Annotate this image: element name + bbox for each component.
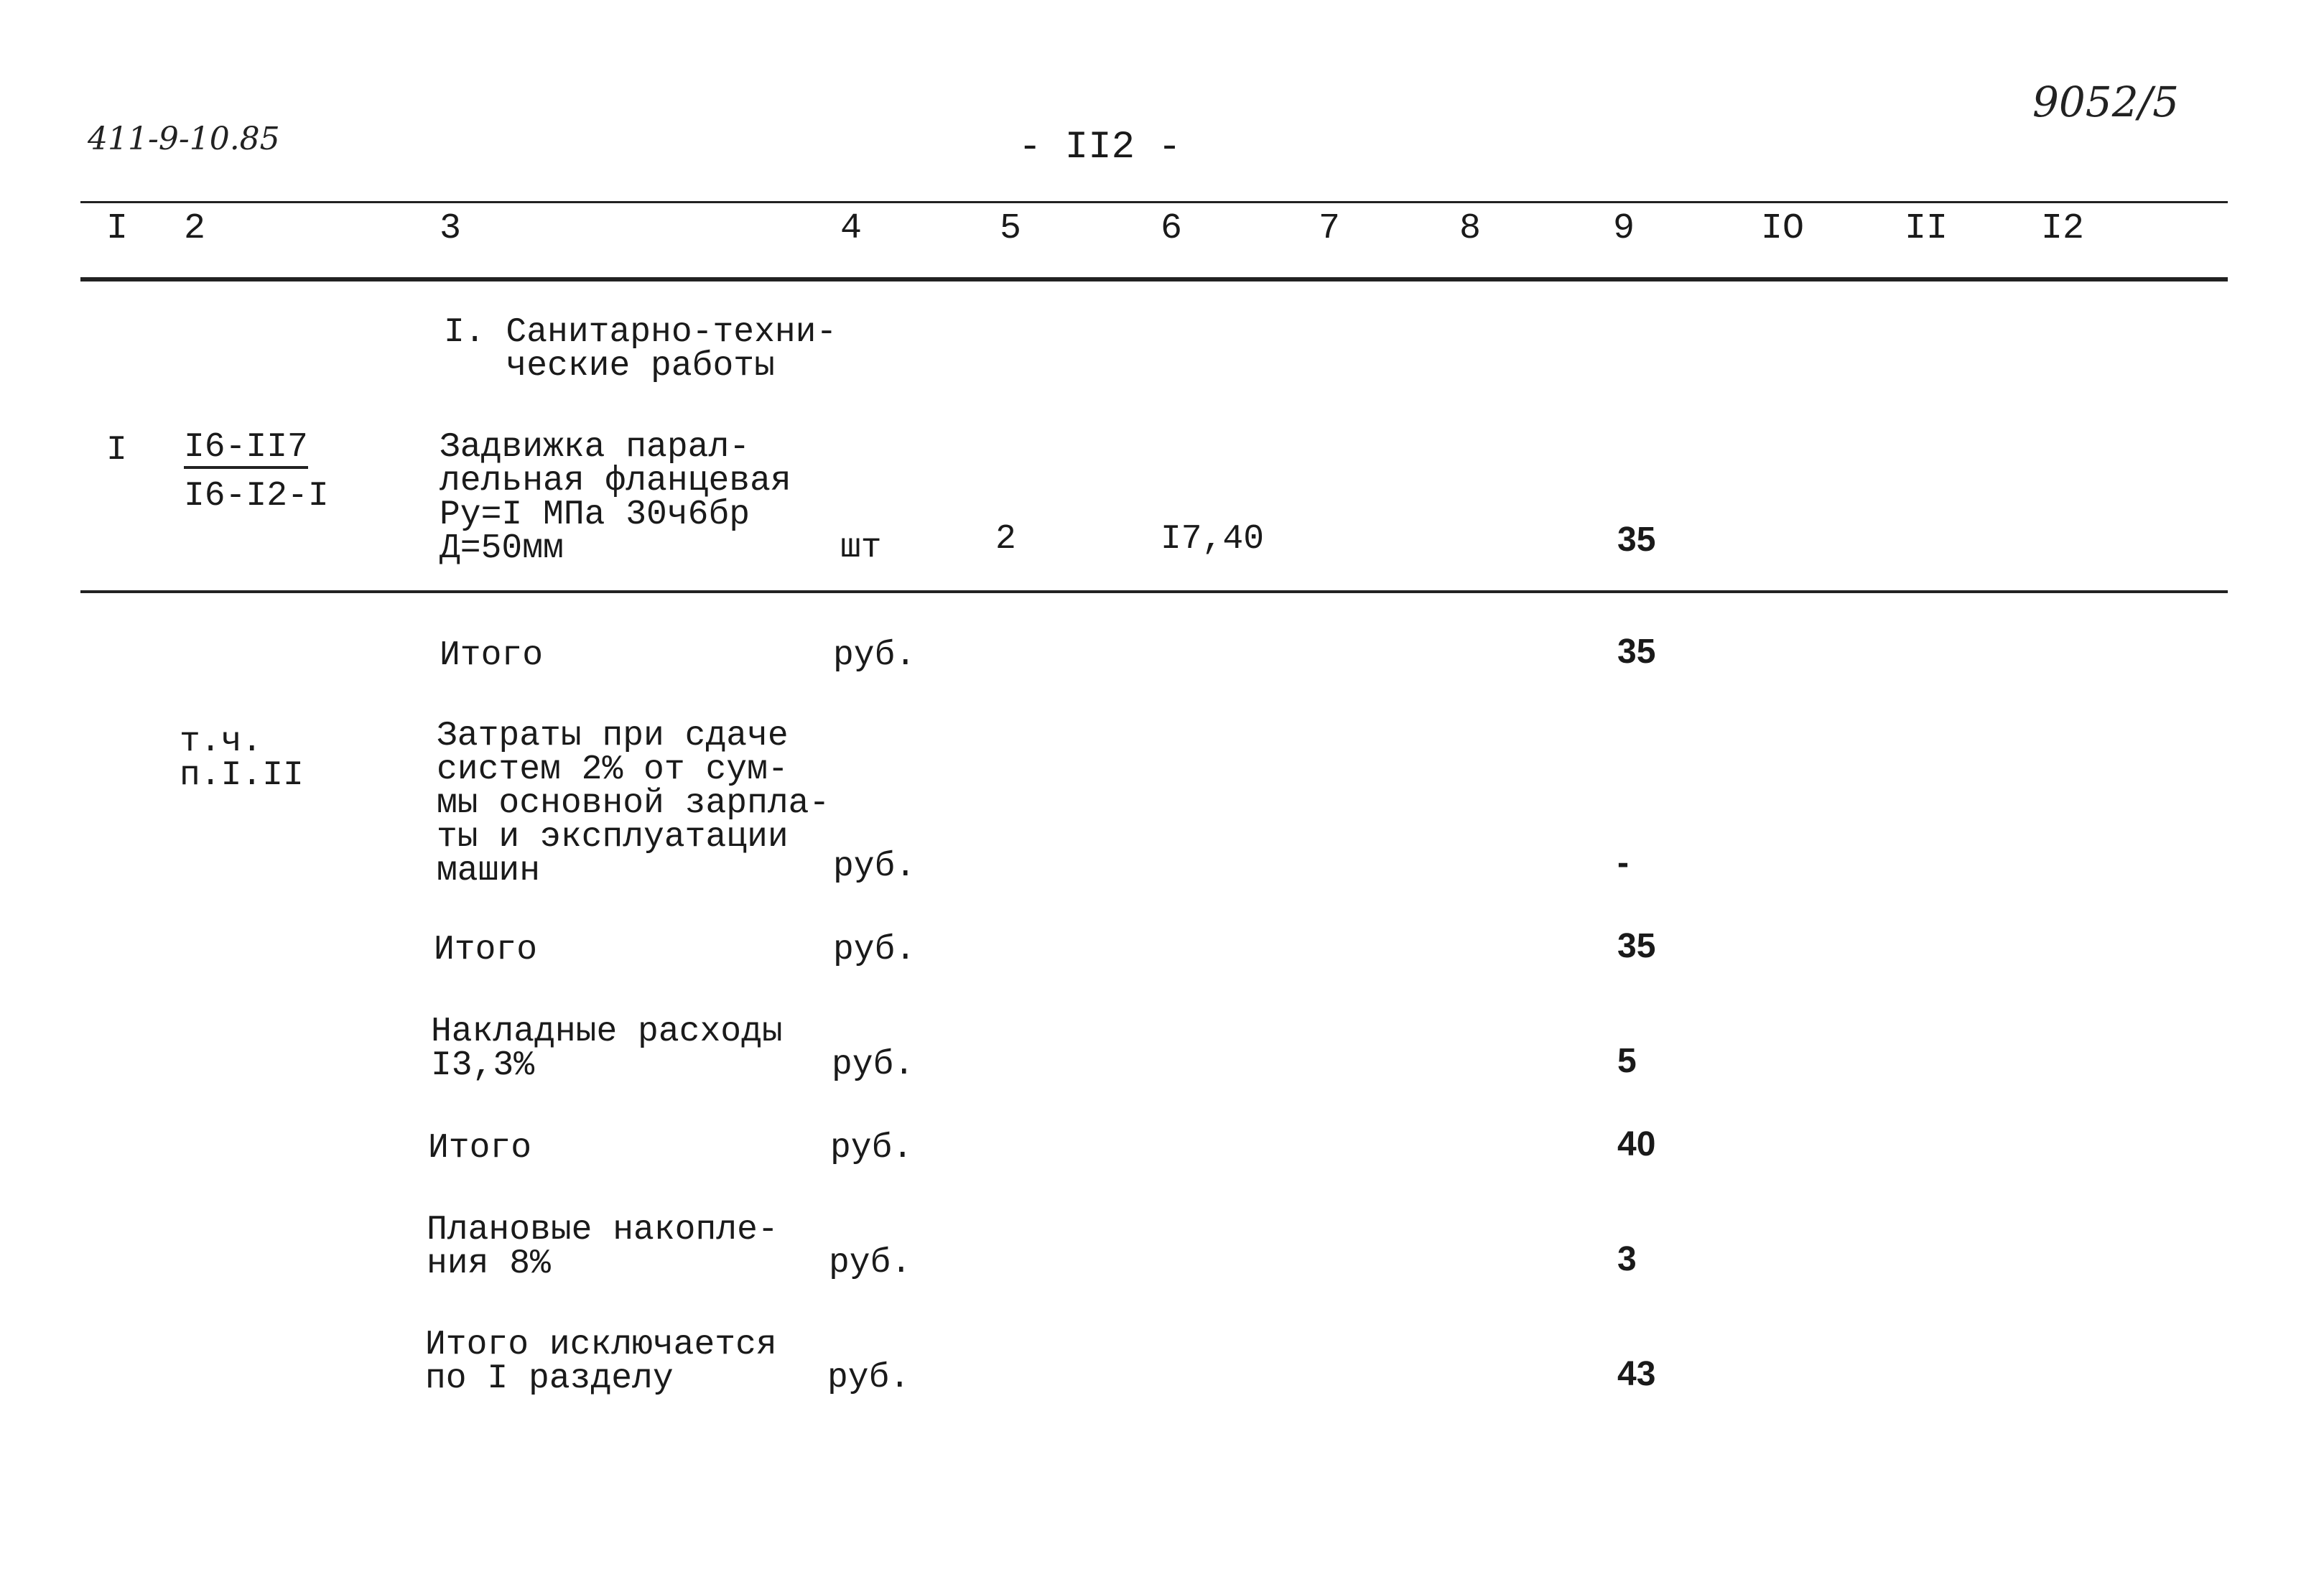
summary-total: 3 — [1617, 1240, 1637, 1278]
summary-unit: руб. — [833, 636, 916, 675]
summary-total: - — [1617, 844, 1629, 882]
column-header-8: 8 — [1459, 208, 1482, 249]
summary-desc: Итого — [440, 636, 544, 675]
summary-unit: руб. — [833, 847, 916, 886]
summary-desc: Итого исключается по I разделу — [425, 1326, 777, 1398]
table-header-rule — [80, 277, 2228, 281]
summary-desc: Плановые накопле- ния 8% — [427, 1211, 778, 1283]
item-description: Задвижка парал- лельная фланцевая Ру=I МПа 30ч6бр Д=50мм — [440, 428, 791, 568]
item-price: I7,40 — [1161, 520, 1265, 559]
item-qty: 2 — [995, 520, 1016, 559]
column-header-9: 9 — [1613, 208, 1635, 249]
item-code-bottom: I6-I2-I — [184, 477, 329, 516]
summary-total: 35 — [1617, 633, 1656, 671]
summary-total: 35 — [1617, 927, 1656, 965]
column-header-6: 6 — [1161, 208, 1183, 249]
summary-total: 43 — [1617, 1355, 1656, 1393]
summary-unit: руб. — [832, 1046, 915, 1084]
item-separator-rule — [80, 590, 2228, 593]
archive-number: 9052/5 — [2032, 78, 2180, 126]
summary-unit: руб. — [827, 1359, 911, 1397]
page-number: - II2 - — [1018, 126, 1181, 169]
item-unit: шт — [840, 529, 882, 567]
column-header-5: 5 — [1000, 208, 1022, 249]
item-number: I — [106, 431, 127, 470]
document-code: 411-9-10.85 — [88, 121, 280, 157]
column-header-3: 3 — [440, 208, 462, 249]
summary-desc: Затраты при сдаче систем 2% от сум- мы основной зарпла- ты и эксплуатации машин — [437, 717, 830, 890]
section-title: I. Санитарно-техни- ческие работы — [444, 313, 837, 386]
summary-desc: Накладные расходы I3,3% — [431, 1013, 783, 1085]
summary-ref: т.ч. п.I.II — [180, 722, 304, 795]
summary-unit: руб. — [830, 1129, 914, 1168]
column-header-12: I2 — [2041, 208, 2085, 249]
column-header-10: IO — [1761, 208, 1805, 249]
summary-total: 5 — [1617, 1042, 1637, 1080]
column-header-2: 2 — [184, 208, 206, 249]
column-header-7: 7 — [1319, 208, 1341, 249]
summary-desc: Итого — [434, 931, 538, 969]
column-header-1: I — [106, 208, 129, 249]
column-header-11: II — [1905, 208, 1948, 249]
table-top-rule — [80, 201, 2228, 203]
summary-desc: Итого — [428, 1129, 532, 1168]
summary-unit: руб. — [829, 1244, 912, 1283]
column-header-4: 4 — [840, 208, 863, 249]
summary-unit: руб. — [833, 931, 916, 969]
item-total: 35 — [1617, 521, 1656, 559]
item-code-top: I6-II7 — [184, 431, 308, 469]
summary-total: 40 — [1617, 1125, 1656, 1163]
